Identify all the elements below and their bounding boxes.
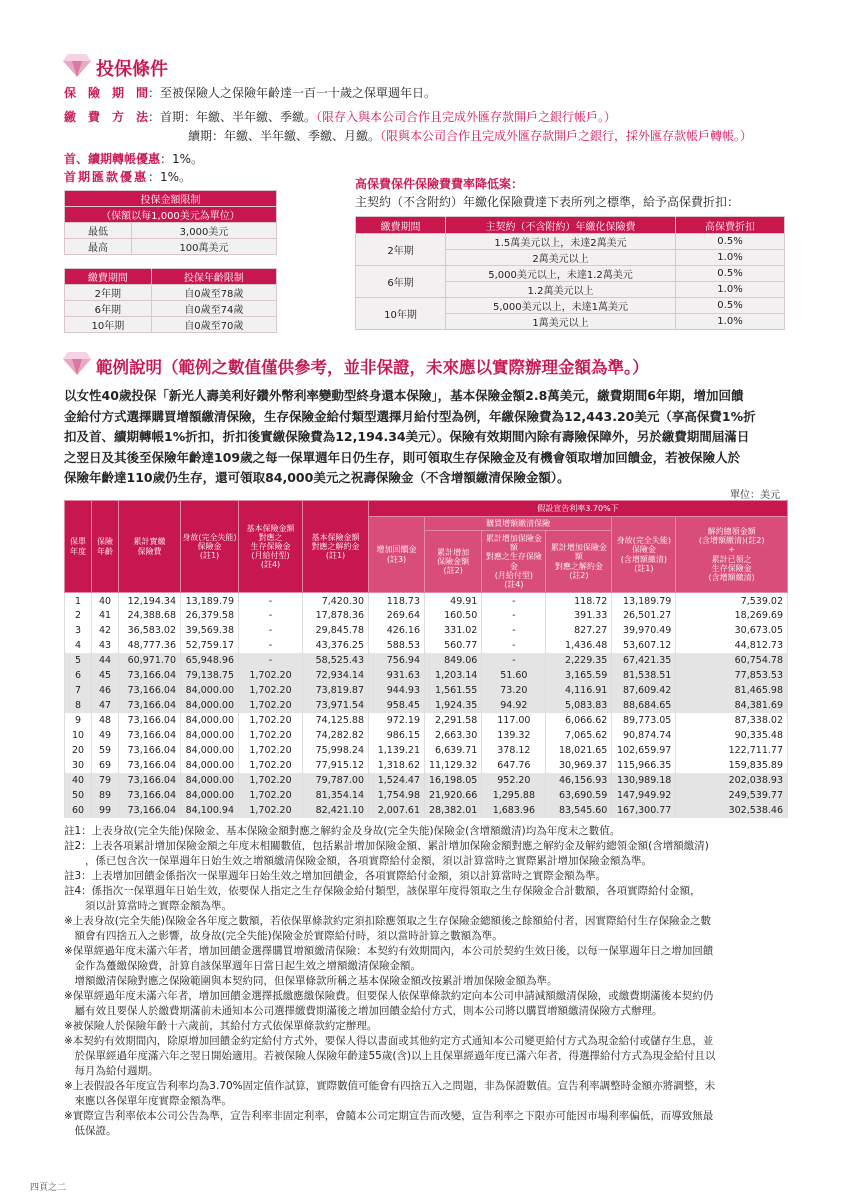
table-cell: 84,000.00 — [181, 698, 239, 713]
hp-period: 2年期 — [356, 234, 446, 266]
limit-cell: 3,000美元 — [131, 223, 276, 239]
table-cell: 73,166.04 — [119, 728, 181, 743]
table-cell: 756.94 — [369, 653, 425, 668]
diamond-icon — [62, 52, 92, 78]
table-cell: 249,539.77 — [676, 788, 788, 803]
table-cell: 52,759.17 — [181, 638, 239, 653]
table-cell: 1,702.20 — [239, 743, 303, 758]
hp-cell: 1.0% — [676, 314, 785, 330]
note-line: 來應以各保單年度實際金額為準。 — [64, 1095, 232, 1107]
th-assumed-rate: 假設宣告利率3.70%下 — [369, 501, 788, 517]
table-cell: 43,376.25 — [303, 638, 369, 653]
table-cell: 147,949.92 — [612, 788, 676, 803]
table-cell: 588.53 — [369, 638, 425, 653]
table-cell: 2,663.30 — [425, 728, 482, 743]
period-value: ：至被保險人之保險年齡達一百一十歲之保單週年日。 — [148, 86, 437, 100]
age-cell: 10年期 — [65, 317, 152, 333]
table-row — [65, 608, 788, 623]
age-header: 繳費期間 — [65, 269, 152, 285]
table-cell: 82,421.10 — [303, 803, 369, 818]
table-cell: 73,166.04 — [119, 683, 181, 698]
table-cell: 87,338.02 — [676, 713, 788, 728]
table-cell: 79 — [92, 773, 119, 788]
table-row — [65, 593, 788, 608]
note-line: ※本契約有效期間內，除原增加回饋金約定給付方式外，要保人得以書面或其他約定方式通知本公司變更給付方式為現金給付或儲存生息，並 — [64, 1035, 714, 1047]
table-cell: 130,989.18 — [612, 773, 676, 788]
table-cell: 117.00 — [482, 713, 546, 728]
table-cell: 6,639.71 — [425, 743, 482, 758]
table-cell: 29,845.78 — [303, 623, 369, 638]
table-cell: 1,683.96 — [482, 803, 546, 818]
table-cell: 73,166.04 — [119, 788, 181, 803]
pay-renew: 續期：年繳、半年繳、季繳、月繳。 — [188, 129, 381, 143]
table-cell: 1,702.20 — [239, 713, 303, 728]
table-cell: 958.45 — [369, 698, 425, 713]
table-cell: 4,116.91 — [546, 683, 612, 698]
table-cell: 74,282.82 — [303, 728, 369, 743]
table-cell: 159,835.89 — [676, 758, 788, 773]
table-cell: 73,166.04 — [119, 743, 181, 758]
note-line: 屬有效且要保人於繳費期滿前未通知本公司選擇繳費期滿後之增加回饋金給付方式，則本公司將以購買增額繳清保險方式辦理。 — [64, 1005, 663, 1017]
note-line: 註3：上表增加回饋金係指次一保單週年日始生效之增加回饋金，各項實際給付金額，須以計算當時之實際金額為準。 — [64, 870, 607, 882]
insurance-period-row — [64, 84, 436, 101]
table-cell: 1,702.20 — [239, 683, 303, 698]
disc1-label: 首、續期轉帳優惠 — [64, 152, 161, 166]
table-cell: 49 — [92, 728, 119, 743]
table-cell: 90,335.48 — [676, 728, 788, 743]
note-line: ※保單經過年度未滿六年者，增加回饋金選擇購買增額繳清保險：本契約有效期間內，本公司於契約生效日後，以每一保單週年日之增加回饋 — [64, 945, 714, 957]
table-cell: 8 — [65, 698, 92, 713]
hp-cell: 1.2萬美元以上 — [446, 282, 676, 298]
table-cell: 1,139.21 — [369, 743, 425, 758]
table-cell: 202,038.93 — [676, 773, 788, 788]
table-cell: 58,525.43 — [303, 653, 369, 668]
hp-header: 繳費期間 — [356, 217, 446, 234]
table-cell: 39,970.49 — [612, 623, 676, 638]
age-cell: 自0歲至74歲 — [151, 301, 276, 317]
th-paidup: 購買增額繳清保險 — [425, 517, 612, 531]
hp-header: 高保費折扣 — [676, 217, 785, 234]
table-cell: 6,066.62 — [546, 713, 612, 728]
table-cell: 1,702.20 — [239, 668, 303, 683]
age-limit-table — [64, 268, 277, 333]
table-cell: 40 — [92, 593, 119, 608]
table-cell: 944.93 — [369, 683, 425, 698]
table-row — [65, 728, 788, 743]
table-cell: 73,166.04 — [119, 713, 181, 728]
table-cell: 2,229.35 — [546, 653, 612, 668]
table-cell: 167,300.77 — [612, 803, 676, 818]
note-line: ※實際宣告利率依本公司公告為準，宣告利率非固定利率，會隨本公司定期宣告而改變，宣告利率之下限亦可能因市場利率偏低，而導致無最 — [64, 1110, 714, 1122]
table-cell: 4 — [65, 638, 92, 653]
table-cell: 1,524.47 — [369, 773, 425, 788]
table-cell: 2,291.58 — [425, 713, 482, 728]
table-cell: 5,083.83 — [546, 698, 612, 713]
table-cell: - — [482, 608, 546, 623]
example-table — [64, 500, 788, 818]
table-cell: 972.19 — [369, 713, 425, 728]
table-cell: 827.27 — [546, 623, 612, 638]
transfer-discount-row — [64, 150, 203, 167]
table-cell: 115,966.35 — [612, 758, 676, 773]
th-survival: 基本保險金額 對應之 生存保險金 (月給付型) (註4) — [239, 501, 303, 593]
table-cell: 7,539.02 — [676, 593, 788, 608]
table-cell: 87,609.42 — [612, 683, 676, 698]
table-cell: 3,165.59 — [546, 668, 612, 683]
table-cell: 73,819.87 — [303, 683, 369, 698]
limit-header2: （保額以每1,000美元為單位） — [65, 207, 277, 223]
note-line: ，係已包含次一保單週年日始生效之增額繳清保險金額，各項實際給付金額，須以計算當時之實際累計增加保險金額為準。 — [64, 855, 652, 867]
note-line: 須以計算當時之實際金額為準。 — [64, 900, 232, 912]
table-cell: 48 — [92, 713, 119, 728]
table-cell: 51.60 — [482, 668, 546, 683]
table-cell: 331.02 — [425, 623, 482, 638]
table-row — [65, 653, 788, 668]
pay-renew-note: （限與本公司合作且完成外匯存款開戶之銀行，採外匯存款帳戶轉帳。） — [380, 129, 753, 143]
table-cell: 49.91 — [425, 593, 482, 608]
example-line: 扣及首、續期轉帳1%折扣，折扣後實繳保險費為12,194.34美元）。保險有效期間內除有壽險保障外，另於繳費期間屆滿日 — [64, 429, 750, 444]
table-cell: 48,777.36 — [119, 638, 181, 653]
table-cell: 13,189.79 — [181, 593, 239, 608]
example-line: 保險年齡達110歲仍生存，還可領取84,000美元之祝壽保險金（不含增額繳清保險金額）。 — [64, 470, 570, 485]
th-bonus: 增加回饋金 (註3) — [369, 517, 425, 593]
table-cell: 65,948.96 — [181, 653, 239, 668]
table-row — [65, 623, 788, 638]
table-cell: 269.64 — [369, 608, 425, 623]
table-cell: 2 — [65, 608, 92, 623]
th-pu3: 累計增加保險金額 對應之解約金 (註2) — [546, 531, 612, 593]
table-cell: 118.73 — [369, 593, 425, 608]
table-cell: 81,354.14 — [303, 788, 369, 803]
table-cell: 28,382.01 — [425, 803, 482, 818]
table-cell: 84,000.00 — [181, 713, 239, 728]
table-cell: 40 — [65, 773, 92, 788]
notes-block — [64, 824, 786, 1139]
table-cell: 90,874.74 — [612, 728, 676, 743]
section-title-example: 範例說明（範例之數值僅供參考，並非保證，未來應以實際辦理金額為準。） — [96, 358, 649, 377]
table-cell: 1,702.20 — [239, 803, 303, 818]
table-cell: 1,702.20 — [239, 788, 303, 803]
table-cell: 16,198.05 — [425, 773, 482, 788]
payment-method-row — [64, 108, 616, 125]
table-cell: 73,166.04 — [119, 758, 181, 773]
table-cell: 30 — [65, 758, 92, 773]
age-cell: 2年期 — [65, 285, 152, 301]
table-cell: 139.32 — [482, 728, 546, 743]
table-cell: 2,007.61 — [369, 803, 425, 818]
th-cum-premium: 累計實繳 保險費 — [119, 501, 181, 593]
table-cell: 84,000.00 — [181, 683, 239, 698]
note-line: ※保單經過年度未滿六年者，增加回饋金選擇抵繳應繳保險費。但要保人依保單條款約定向本公司申請減額繳清保險，或繳費期滿後本契約仍 — [64, 990, 714, 1002]
table-cell: 73,166.04 — [119, 698, 181, 713]
hp-period: 10年期 — [356, 298, 446, 330]
example-paragraph — [64, 386, 790, 489]
table-cell: 47 — [92, 698, 119, 713]
table-cell: 74,125.88 — [303, 713, 369, 728]
table-cell: 59 — [92, 743, 119, 758]
limit-cell: 最低 — [65, 223, 132, 239]
table-cell: 378.12 — [482, 743, 546, 758]
age-header: 投保年齡限制 — [151, 269, 276, 285]
note-line: 額會有四捨五入之影響，故身故(完全失能)保險金於實際給付時，須以當時計算之數額為準。 — [64, 930, 503, 942]
note-line: 增額繳清保險對應之保險範圍與本契約同，但保單條款所稱之基本保險金額改按累計增加保險金額為準。 — [64, 975, 558, 987]
table-row — [65, 713, 788, 728]
table-row — [65, 683, 788, 698]
table-cell: 46 — [92, 683, 119, 698]
table-row — [65, 773, 788, 788]
table-row — [65, 788, 788, 803]
note-line: ※上表身故(完全失能)保險金各年度之數額，若依保單條款約定須扣除應領取之生存保險金總額後之餘額給付者，因實際給付生存保險金之數 — [64, 915, 711, 927]
table-cell: 21,920.66 — [425, 788, 482, 803]
table-cell: 1 — [65, 593, 92, 608]
table-cell: 79,787.00 — [303, 773, 369, 788]
th-total: 解約總領金額 (含增額繳清)(註2) + 累計已領之 生存保險金 (含增額繳清) — [676, 517, 788, 593]
table-cell: 1,702.20 — [239, 773, 303, 788]
high-premium-title: 高保費保件保險費費率降低案： — [355, 177, 524, 191]
section-title-conditions: 投保條件 — [96, 59, 168, 80]
age-cell: 自0歲至78歲 — [151, 285, 276, 301]
disc2-label: 首期匯款優惠 — [64, 170, 149, 184]
hp-cell: 1.5萬美元以上，未達2萬美元 — [446, 234, 676, 250]
table-cell: - — [482, 593, 546, 608]
limit-cell: 100萬美元 — [131, 239, 276, 255]
table-cell: 26,379.58 — [181, 608, 239, 623]
age-cell: 自0歲至70歲 — [151, 317, 276, 333]
note-line: 註4：係指次一保單週年日始生效，依要保人指定之生存保險金給付類型，該保單年度得領取之生存保險金合計數額，各項實際給付金額， — [64, 885, 701, 897]
table-cell: 12,194.34 — [119, 593, 181, 608]
hp-cell: 0.5% — [676, 234, 785, 250]
table-cell: 77,853.53 — [676, 668, 788, 683]
table-cell: 81,538.51 — [612, 668, 676, 683]
hp-cell: 5,000美元以上，未達1萬美元 — [446, 298, 676, 314]
th-age: 保險 年齡 — [92, 501, 119, 593]
table-cell: 39,569.38 — [181, 623, 239, 638]
amount-limit-table — [64, 190, 277, 255]
table-cell: 79,138.75 — [181, 668, 239, 683]
table-cell: 18,021.65 — [546, 743, 612, 758]
table-cell: - — [239, 608, 303, 623]
table-row — [65, 803, 788, 818]
table-cell: 3 — [65, 623, 92, 638]
table-cell: 73,166.04 — [119, 668, 181, 683]
table-cell: 43 — [92, 638, 119, 653]
hp-cell: 1.0% — [676, 282, 785, 298]
table-cell: 84,000.00 — [181, 743, 239, 758]
table-cell: 63,690.59 — [546, 788, 612, 803]
table-cell: 94.92 — [482, 698, 546, 713]
table-cell: 84,000.00 — [181, 788, 239, 803]
table-cell: 1,702.20 — [239, 698, 303, 713]
table-cell: 42 — [92, 623, 119, 638]
table-cell: 81,465.98 — [676, 683, 788, 698]
table-cell: 1,203.14 — [425, 668, 482, 683]
table-cell: 73,971.54 — [303, 698, 369, 713]
table-cell: 77,915.12 — [303, 758, 369, 773]
table-cell: 30,673.05 — [676, 623, 788, 638]
hp-period: 6年期 — [356, 266, 446, 298]
table-row — [65, 638, 788, 653]
table-cell: - — [482, 638, 546, 653]
table-cell: 60,754.78 — [676, 653, 788, 668]
table-cell: 53,607.12 — [612, 638, 676, 653]
table-cell: 84,381.69 — [676, 698, 788, 713]
example-line: 金給付方式選擇購買增額繳清保險，生存保險金給付類型選擇月給付型為例，年繳保險費為12,443.20美元（享高保費1%折 — [64, 408, 756, 424]
table-cell: - — [239, 653, 303, 668]
table-cell: 84,100.94 — [181, 803, 239, 818]
table-cell: 560.77 — [425, 638, 482, 653]
table-cell: 84,000.00 — [181, 758, 239, 773]
table-cell: - — [239, 623, 303, 638]
table-cell: 84,000.00 — [181, 773, 239, 788]
hp-cell: 5,000美元以上，未達1.2萬美元 — [446, 266, 676, 282]
table-cell: 44 — [92, 653, 119, 668]
high-premium-table — [355, 216, 785, 330]
table-cell: - — [482, 623, 546, 638]
period-label: 保 險 期 間 — [64, 86, 149, 100]
limit-cell: 最高 — [65, 239, 132, 255]
table-cell: - — [239, 593, 303, 608]
th-pu1: 累計增加 保險金額 (註2) — [425, 531, 482, 593]
table-cell: 1,754.98 — [369, 788, 425, 803]
th-death2: 身故(完全失能) 保險金 (含增額繳清) (註1) — [612, 517, 676, 593]
table-cell: 60,971.70 — [119, 653, 181, 668]
th-surrender: 基本保險金額 對應之解約金 (註1) — [303, 501, 369, 593]
table-cell: 99 — [92, 803, 119, 818]
table-cell: 73.20 — [482, 683, 546, 698]
note-line: 低保證。 — [64, 1125, 117, 1137]
table-cell: 1,702.20 — [239, 728, 303, 743]
table-cell: 11,129.32 — [425, 758, 482, 773]
note-line: 註1：上表身故(完全失能)保險金、基本保險金額對應之解約金及身故(完全失能)保險金(含增額繳清)均為年度末之數值。 — [64, 825, 621, 837]
payment-renew-row — [188, 127, 752, 144]
diamond-icon — [62, 350, 92, 376]
table-cell: 26,501.27 — [612, 608, 676, 623]
table-cell: 13,189.79 — [612, 593, 676, 608]
table-cell: 122,711.77 — [676, 743, 788, 758]
example-line: 以女性40歲投保「新光人壽美利好鑽外幣利率變動型終身還本保險」，基本保險金額2.8萬美元，繳費期間6年期，增加回饋 — [64, 388, 744, 403]
table-cell: 426.16 — [369, 623, 425, 638]
hp-cell: 1.0% — [676, 250, 785, 266]
table-cell: 6 — [65, 668, 92, 683]
table-cell: 89 — [92, 788, 119, 803]
table-cell: 24,388.68 — [119, 608, 181, 623]
table-cell: 73,166.04 — [119, 773, 181, 788]
table-cell: 84,000.00 — [181, 728, 239, 743]
table-cell: 75,998.24 — [303, 743, 369, 758]
table-cell: 45 — [92, 668, 119, 683]
hp-cell: 1萬美元以上 — [446, 314, 676, 330]
th-death: 身故(完全失能) 保險金 (註1) — [181, 501, 239, 593]
table-cell: 88,684.65 — [612, 698, 676, 713]
remit-discount-row — [64, 168, 191, 185]
unit-label: 單位：美元 — [730, 490, 780, 501]
table-cell: 30,969.37 — [546, 758, 612, 773]
th-year: 保單 年度 — [65, 501, 92, 593]
table-cell: 67,421.35 — [612, 653, 676, 668]
note-line: ※上表假設各年度宣告利率均為3.70%固定值作試算，實際數值可能會有四捨五入之問題，非為保證數值。宣告利率調整時金額亦將調整，未 — [64, 1080, 716, 1092]
table-cell: 160.50 — [425, 608, 482, 623]
table-cell: 1,295.88 — [482, 788, 546, 803]
limit-header1: 投保金額限制 — [65, 191, 277, 207]
note-line: ※被保險人於保險年齡十六歲前，其給付方式依保單條款約定辦理。 — [64, 1020, 378, 1032]
table-cell: 44,812.73 — [676, 638, 788, 653]
table-cell: 60 — [65, 803, 92, 818]
table-cell: 302,538.46 — [676, 803, 788, 818]
table-cell: 69 — [92, 758, 119, 773]
table-cell: 849.06 — [425, 653, 482, 668]
table-cell: 9 — [65, 713, 92, 728]
table-cell: 7,065.62 — [546, 728, 612, 743]
table-cell: 7,420.30 — [303, 593, 369, 608]
table-cell: 18,269.69 — [676, 608, 788, 623]
note-line: 於保單經過年度滿六年之翌日開始適用。若被保險人保險年齡達55歲(含)以上且保單經過年度已滿六年者，得選擇給付方式為現金給付且以 — [64, 1050, 716, 1062]
table-cell: 83,545.60 — [546, 803, 612, 818]
table-cell: 10 — [65, 728, 92, 743]
table-cell: 73,166.04 — [119, 803, 181, 818]
table-row — [65, 698, 788, 713]
pay-first: ：首期：年繳、半年繳、季繳。 — [148, 110, 317, 124]
th-pu2: 累計增加保險金額 對應之生存保險金 (月給付型) (註4) — [482, 531, 546, 593]
pay-first-note: （限存入與本公司合作且完成外匯存款開戶之銀行帳戶。） — [316, 110, 617, 124]
table-cell: 986.15 — [369, 728, 425, 743]
age-cell: 6年期 — [65, 301, 152, 317]
table-cell: 36,583.02 — [119, 623, 181, 638]
table-cell: 7 — [65, 683, 92, 698]
table-cell: 46,156.93 — [546, 773, 612, 788]
table-cell: 5 — [65, 653, 92, 668]
table-cell: 1,561.55 — [425, 683, 482, 698]
table-row — [65, 743, 788, 758]
table-cell: 391.33 — [546, 608, 612, 623]
table-cell: 17,878.36 — [303, 608, 369, 623]
table-cell: 118.72 — [546, 593, 612, 608]
example-line: 之翌日及其後至保險年齡達109歲之每一保單週年日仍生存，則可領取生存保險金及有機會領取增加回饋金，若被保險人於 — [64, 449, 741, 465]
table-cell: 50 — [65, 788, 92, 803]
hp-header: 主契約（不含附約）年繳化保險費 — [446, 217, 676, 234]
table-cell: - — [482, 653, 546, 668]
table-cell: 1,436.48 — [546, 638, 612, 653]
table-cell: 647.76 — [482, 758, 546, 773]
table-cell: 72,934.14 — [303, 668, 369, 683]
table-cell: 931.63 — [369, 668, 425, 683]
table-cell: 20 — [65, 743, 92, 758]
table-cell: 1,318.62 — [369, 758, 425, 773]
hp-cell: 2萬美元以上 — [446, 250, 676, 266]
table-cell: 1,924.35 — [425, 698, 482, 713]
table-cell: 1,702.20 — [239, 758, 303, 773]
note-line: 每月為給付週期。 — [64, 1065, 159, 1077]
disc1-value: ：1%。 — [160, 152, 204, 166]
pay-label: 繳 費 方 法 — [64, 110, 149, 124]
hp-cell: 0.5% — [676, 298, 785, 314]
page-number: 四頁之二 — [30, 1183, 67, 1193]
table-cell: 89,773.05 — [612, 713, 676, 728]
table-cell: - — [239, 638, 303, 653]
table-row — [65, 758, 788, 773]
disc2-value: ：1%。 — [148, 170, 192, 184]
note-line: 金作為躉繳保險費，計算自該保單週年日當日起生效之增額繳清保險金額。 — [64, 960, 421, 972]
table-cell: 102,659.97 — [612, 743, 676, 758]
table-cell: 41 — [92, 608, 119, 623]
high-premium-desc: 主契約（不含附約）年繳化保險費達下表所列之標準，給予高保費折扣： — [355, 195, 740, 209]
table-cell: 952.20 — [482, 773, 546, 788]
hp-cell: 0.5% — [676, 266, 785, 282]
table-row — [65, 668, 788, 683]
note-line: 註2：上表各項累計增加保險金額之年度末相關數值，包括累計增加保險金額、累計增加保險金額對應之解約金及解約總領金額(含增額繳清) — [64, 840, 709, 852]
